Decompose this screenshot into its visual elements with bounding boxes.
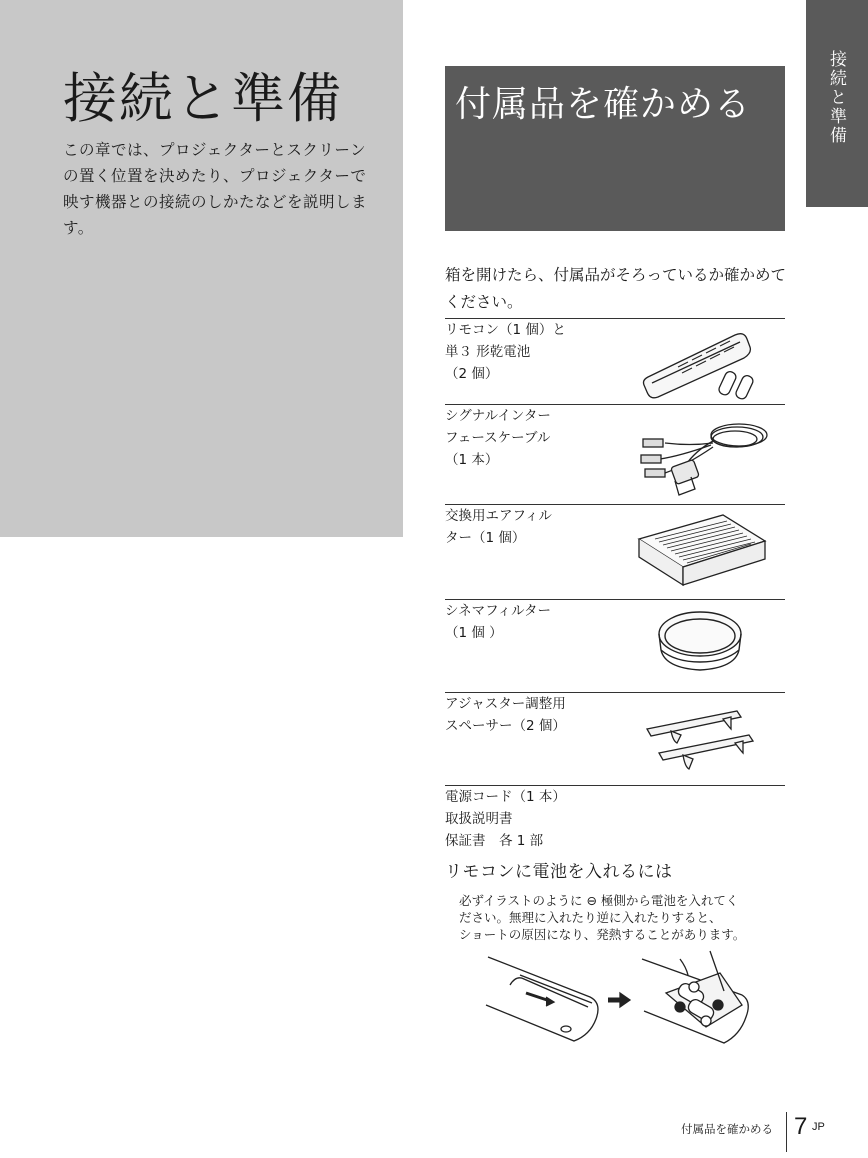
accessory-row-remote bbox=[445, 318, 785, 405]
chapter-intro: この章では、プロジェクターとスクリーンの置く位置を決めたり、プロジェクターで映す機器との接続のしかたなどを説明します。 bbox=[63, 141, 368, 237]
accessory-row-documents bbox=[445, 785, 785, 848]
cinema-filter-icon bbox=[655, 606, 745, 678]
battery-insertion-icon bbox=[480, 945, 780, 1055]
accessory-row-cinema-filter bbox=[445, 599, 785, 693]
accessory-label: シグナルインター フェースケーブル （1 本） bbox=[445, 408, 551, 468]
accessory-label: リモコン（1 個）と 単３ 形乾電池 （2 個） bbox=[445, 322, 566, 382]
side-tab-label: 接続と準備 bbox=[826, 50, 846, 145]
accessory-row-air-filter bbox=[445, 504, 785, 600]
section-title: 付属品を確かめる bbox=[455, 84, 752, 125]
footer-section-label: 付属品を確かめる bbox=[681, 1122, 773, 1136]
battery-heading: リモコンに電池を入れるには bbox=[445, 862, 673, 882]
page-number: 7 bbox=[794, 1113, 808, 1140]
chapter-panel bbox=[0, 0, 403, 537]
section-lead: 箱を開けたら、付属品がそろっているか確かめてください。 bbox=[445, 266, 787, 311]
remote-and-batteries-icon bbox=[640, 325, 760, 400]
chapter-side-tab[interactable] bbox=[806, 0, 868, 207]
battery-note: 必ずイラストのように ⊖ 極側から電池を入れてく ださい。無理に入れたり逆に入れたりすると、 ショートの原因になり、発熱することがあります。 bbox=[459, 893, 746, 942]
accessory-label: 交換用エアフィル ター（1 個） bbox=[445, 508, 552, 546]
accessory-label: アジャスター調整用 スペーサー（2 個） bbox=[445, 696, 566, 734]
cable-icon bbox=[635, 411, 770, 501]
footer-divider bbox=[786, 1112, 787, 1152]
accessory-label: シネマフィルター （1 個 ） bbox=[445, 603, 551, 641]
accessory-row-cable bbox=[445, 404, 785, 505]
section-title-box bbox=[445, 66, 785, 231]
air-filter-icon bbox=[635, 511, 770, 591]
accessory-label: 電源コード（1 本） 取扱説明書 保証書 各 1 部 bbox=[445, 789, 566, 849]
page-suffix: JP bbox=[812, 1121, 825, 1133]
accessory-row-spacer bbox=[445, 692, 785, 786]
spacer-icon bbox=[645, 705, 760, 777]
chapter-title: 接続と準備 bbox=[63, 67, 343, 130]
